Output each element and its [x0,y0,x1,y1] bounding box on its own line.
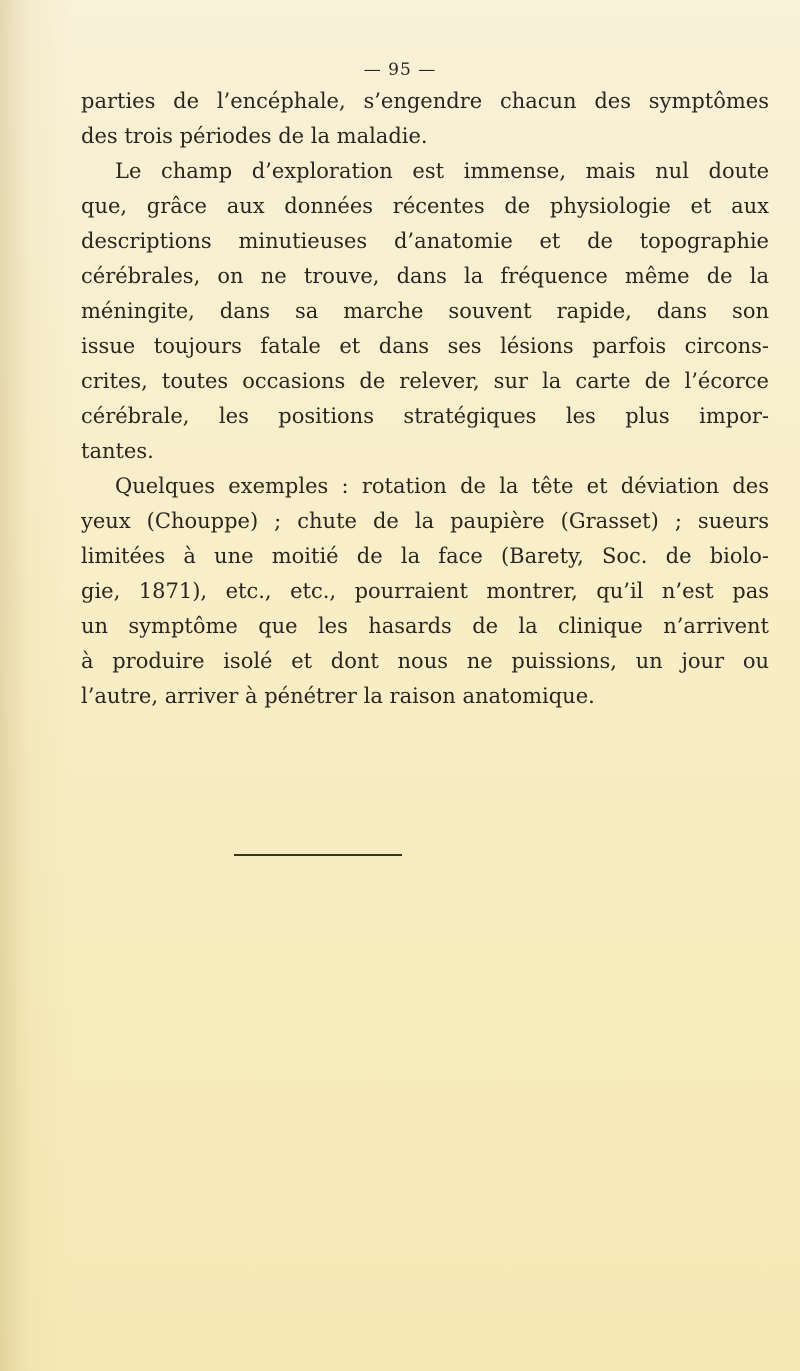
page-edge-shadow [0,0,70,1371]
text-line: méningite, dans sa marche souvent rapide, dans son [81,299,769,323]
text-line: issue toujours fatale et dans ses lésions parfois circons- [81,334,769,358]
text-line: gie, 1871), etc., etc., pourraient montrer, qu’il n’est pas [81,579,769,603]
text-line: descriptions minutieuses d’anatomie et de topographie [81,229,769,253]
paragraph-start-line: Le champ d’exploration est immense, mais nul doute [115,159,769,183]
paragraph-start-line: Quelques exemples : rotation de la tête et déviation des [115,474,769,498]
text-line: que, grâce aux données récentes de physiologie et aux [81,194,769,218]
page-number: — 95 — [363,60,437,80]
text-line: cérébrales, on ne trouve, dans la fréquence même de la [81,264,769,288]
body-text [81,84,769,714]
text-line: yeux (Chouppe) ; chute de la paupière (Grasset) ; sueurs [81,509,769,533]
text-line: tantes. [81,439,154,463]
text-line: un symptôme que les hasards de la clinique n’arrivent [81,614,769,638]
text-line: crites, toutes occasions de relever, sur la carte de l’écorce [81,369,769,393]
text-line: limitées à une moitié de la face (Barety, Soc. de biolo- [81,544,769,568]
text-line: à produire isolé et dont nous ne puissions, un jour ou [81,649,769,673]
section-divider [234,854,402,856]
text-line: parties de l’encéphale, s’engendre chacun des symptômes [81,89,769,113]
text-line: des trois périodes de la maladie. [81,124,428,148]
text-line: cérébrale, les positions stratégiques les plus impor- [81,404,769,428]
text-line: l’autre, arriver à pénétrer la raison anatomique. [81,684,595,708]
